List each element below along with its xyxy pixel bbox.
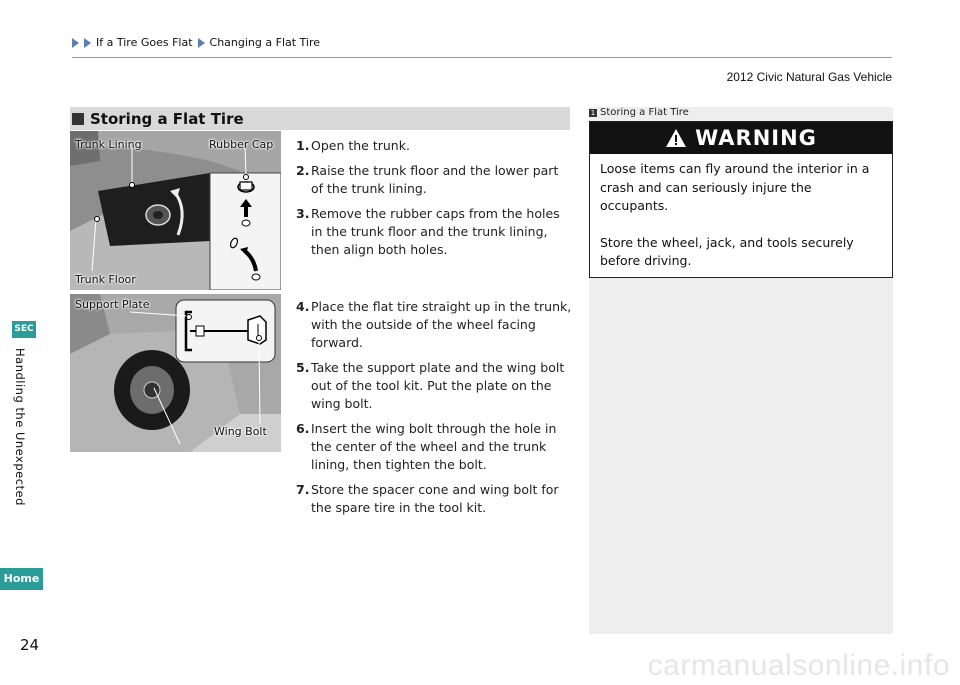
warning-text: Store the wheel, jack, and tools securely before driving. (600, 234, 854, 268)
step-number: 5. (296, 360, 310, 375)
steps-list-2 (296, 298, 572, 524)
square-bullet-icon (72, 113, 84, 125)
trunk-illustration-graphic (70, 131, 281, 290)
step-number: 6. (296, 421, 310, 436)
support-plate-label: Support Plate (75, 298, 150, 311)
step-text: Raise the trunk floor and the lower part of the trunk lining. (311, 163, 559, 196)
step-item (296, 205, 572, 259)
home-button[interactable]: Home (0, 568, 43, 590)
side-note-title (589, 107, 689, 118)
steps-list-1 (296, 137, 572, 266)
side-note-title-text: Storing a Flat Tire (600, 107, 689, 118)
step-text: Open the trunk. (311, 138, 410, 153)
warning-header (590, 122, 892, 154)
note-marker-icon: 1 (590, 108, 596, 117)
step-number: 3. (296, 206, 310, 221)
step-text: Insert the wing bolt through the hole in the center of the wheel and the trunk lining, then tighten the bolt. (311, 421, 557, 472)
chevron-right-icon (198, 38, 205, 48)
vehicle-title: 2012 Civic Natural Gas Vehicle (726, 70, 892, 84)
wing-bolt-label: Wing Bolt (214, 425, 267, 438)
breadcrumb (72, 36, 320, 49)
section-heading (70, 107, 570, 130)
warning-body (590, 154, 892, 295)
step-item (296, 162, 572, 198)
step-text: Take the support plate and the wing bolt out of the tool kit. Put the plate on the wing bolt. (311, 360, 565, 411)
trunk-floor-label: Trunk Floor (75, 273, 136, 286)
trunk-floor-illustration (70, 131, 281, 290)
step-number: 2. (296, 163, 310, 178)
spare-tire-illustration (70, 294, 281, 452)
chevron-right-icon (84, 38, 91, 48)
step-number: 4. (296, 299, 310, 314)
warning-label: WARNING (695, 126, 817, 150)
section-title: Storing a Flat Tire (90, 109, 244, 128)
step-text: Place the flat tire straight up in the trunk, with the outside of the wheel facing forward. (311, 299, 572, 350)
watermark: carmanualsonline.info (647, 649, 950, 682)
section-tab[interactable]: SEC (12, 321, 36, 338)
step-item (296, 481, 572, 517)
step-text: Store the spacer cone and wing bolt for the spare tire in the tool kit. (311, 482, 559, 515)
warning-text: Loose items can fly around the interior in a crash and can seriously injure the occupants. (600, 161, 870, 213)
step-item (296, 359, 572, 413)
warning-triangle-icon (665, 128, 687, 148)
page-number: 24 (20, 636, 40, 654)
breadcrumb-link-flat-tire[interactable]: If a Tire Goes Flat (96, 36, 193, 49)
chevron-right-icon (72, 38, 79, 48)
header-divider (72, 57, 892, 58)
step-item (296, 137, 572, 155)
chapter-label: Handling the Unexpected (13, 348, 27, 506)
rubber-cap-label: Rubber Cap (209, 138, 274, 151)
warning-box (589, 121, 893, 278)
step-number: 1. (296, 138, 310, 153)
trunk-lining-label: Trunk Lining (75, 138, 142, 151)
step-item (296, 420, 572, 474)
step-text: Remove the rubber caps from the holes in the trunk floor and the trunk lining, then align both holes. (311, 206, 560, 257)
breadcrumb-link-changing-tire[interactable]: Changing a Flat Tire (209, 36, 321, 49)
step-number: 7. (296, 482, 310, 497)
step-item (296, 298, 572, 352)
